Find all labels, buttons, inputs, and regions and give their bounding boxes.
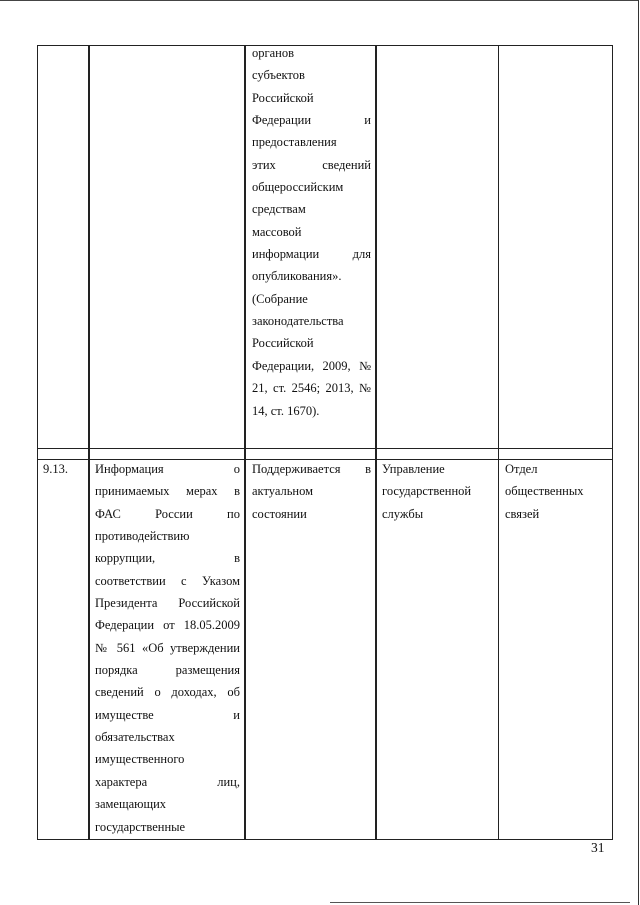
text-line: опубликования».	[252, 269, 342, 284]
text-line: этих сведений	[252, 157, 371, 172]
scan-edge-bottom	[330, 902, 630, 903]
row-description-cell	[95, 458, 240, 838]
text-line: службы	[382, 506, 424, 521]
column-divider-6	[612, 45, 613, 840]
text-line: предоставления	[252, 135, 337, 150]
text-line: Российской	[252, 336, 314, 351]
column-divider-2	[88, 45, 89, 840]
text-line: органов	[252, 46, 295, 60]
text-line: характера лиц,	[95, 774, 240, 789]
continued-row-description	[252, 42, 371, 422]
text-line: информации для	[252, 247, 371, 262]
row-number: 9.13.	[43, 462, 68, 476]
text-line: Поддерживается в	[252, 462, 371, 476]
text-line: сведений о доходах, об	[95, 685, 240, 700]
text-line: № 561 «Об утверждении	[95, 640, 240, 655]
text-line: законодательства	[252, 314, 344, 329]
text-line: общественных	[505, 484, 584, 499]
text-line: имущественного	[95, 752, 185, 767]
row-divider-top	[37, 448, 613, 449]
text-line: 14, ст. 1670).	[252, 403, 320, 418]
text-line: субъектов	[252, 68, 305, 83]
column-divider-4	[375, 45, 376, 840]
text-line: Российской	[252, 90, 314, 105]
text-line: соответствии с Указом	[95, 573, 240, 588]
column-divider-1	[37, 45, 38, 840]
column-divider-3	[244, 45, 245, 840]
text-line: Федерации от 18.05.2009	[95, 618, 240, 633]
text-line: ФАС России по	[95, 506, 240, 521]
text-line: имуществе и	[95, 707, 240, 722]
text-line: государственной	[382, 484, 472, 499]
column-divider-5	[498, 45, 499, 840]
text-line: обязательствах	[95, 730, 175, 745]
text-line: связей	[505, 506, 540, 521]
row-executor-cell	[505, 458, 609, 525]
text-line: состоянии	[252, 506, 307, 521]
row-number-cell	[43, 458, 85, 480]
text-line: 21, ст. 2546; 2013, №	[252, 381, 371, 396]
row-responsible-cell	[382, 458, 494, 525]
text-line: средствам	[252, 202, 306, 217]
text-line: актуальном	[252, 484, 314, 499]
text-line: государственные	[95, 819, 186, 834]
text-line: принимаемых мерах в	[95, 484, 240, 499]
scan-edge-right	[638, 0, 639, 905]
scan-edge-top	[0, 0, 638, 2]
text-line: Отдел	[505, 462, 538, 476]
text-line: Федерации, 2009, №	[252, 358, 371, 373]
text-line: Информация о	[95, 462, 240, 476]
text-line: коррупции, в	[95, 551, 240, 566]
text-line: замещающих	[95, 797, 167, 812]
table-border-bottom	[37, 839, 613, 840]
text-line: Президента Российской	[95, 596, 240, 611]
text-line: (Собрание	[252, 291, 308, 306]
text-line: общероссийским	[252, 180, 344, 195]
text-line: массовой	[252, 224, 302, 239]
text-line: Федерации и	[252, 113, 371, 128]
row-status-cell	[252, 458, 371, 525]
text-line: противодействию	[95, 529, 190, 544]
text-line: Управление	[382, 462, 445, 476]
page-number: 31	[591, 840, 605, 855]
text-line: порядка размещения	[95, 663, 240, 678]
